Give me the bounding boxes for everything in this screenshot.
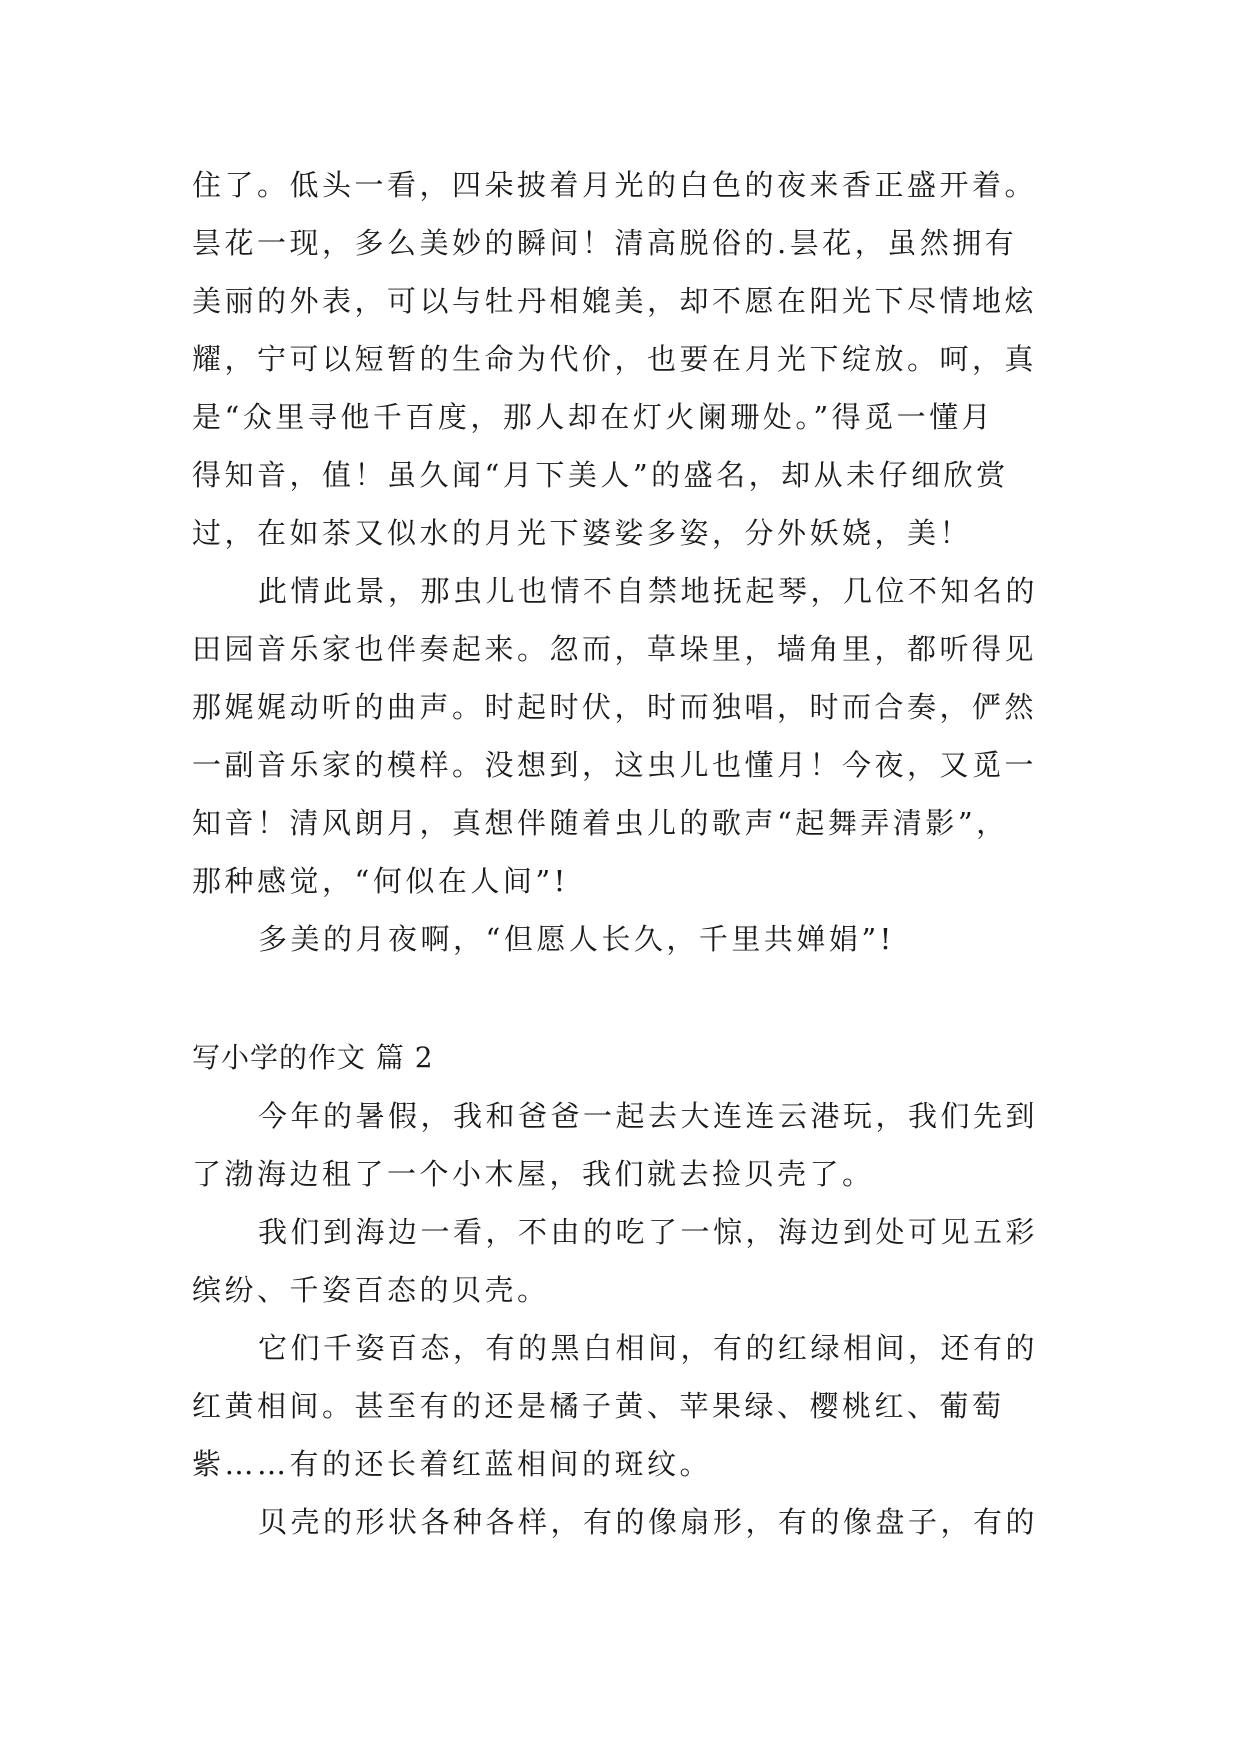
text-line: 田园音乐家也伴奏起来。忽而，草垛里，墙角里，都听得见 [192,632,1038,666]
paragraph-start: 我们到海边一看，不由的吃了一惊，海边到处可见五彩 [258,1215,1039,1249]
section-heading: 写小学的作文 篇 2 [192,1041,434,1074]
text-line: 昙花一现，多么美妙的瞬间！清高脱俗的.昙花，虽然拥有 [192,226,1018,260]
text-line: 知音！清风朗月，真想伴随着虫儿的歌声“起舞弄清影”， [192,806,1009,840]
text-line: 是“众里寻他千百度，那人却在灯火阑珊处。”得觅一懂月 [192,400,995,434]
text-line: 了渤海边租了一个小木屋，我们就去捡贝壳了。 [192,1157,875,1191]
paragraph-start: 今年的暑假，我和爸爸一起去大连连云港玩，我们先到 [258,1099,1039,1133]
text-line: 得知音，值！虽久闻“月下美人”的盛名，却从未仔细欣赏 [192,458,1009,492]
text-line: 红黄相间。甚至有的还是橘子黄、苹果绿、樱桃红、葡萄 [192,1389,1005,1423]
paragraph-start: 贝壳的形状各种各样，有的像扇形，有的像盘子，有的 [258,1505,1039,1539]
paragraph-start: 它们千姿百态，有的黑白相间，有的红绿相间，还有的 [258,1331,1039,1365]
text-line: 缤纷、千姿百态的贝壳。 [192,1273,550,1307]
text-line: 过，在如茶又似水的月光下婆娑多姿，分外妖娆，美！ [192,516,973,550]
text-line: 住了。低头一看，四朵披着月光的白色的夜来香正盛开着。 [192,168,1038,202]
paragraph-start: 此情此景，那虫儿也情不自禁地抚起琴，几位不知名的 [258,574,1039,608]
text-line: 那种感觉，“何似在人间”! [192,864,569,898]
text-line: 美丽的外表，可以与牡丹相媲美，却不愿在阳光下尽情地炫 [192,284,1038,318]
text-line: 一副音乐家的模样。没想到，这虫儿也懂月！今夜，又觅一 [192,748,1038,782]
paragraph-start: 多美的月夜啊，“但愿人长久，千里共婵娟”! [258,922,895,956]
text-line: 那娓娓动听的曲声。时起时伏，时而独唱，时而合奏，俨然 [192,690,1038,724]
text-line: 紫……有的还长着红蓝相间的斑纹。 [192,1447,713,1481]
text-line: 耀，宁可以短暂的生命为代价，也要在月光下绽放。呵，真 [192,342,1038,376]
